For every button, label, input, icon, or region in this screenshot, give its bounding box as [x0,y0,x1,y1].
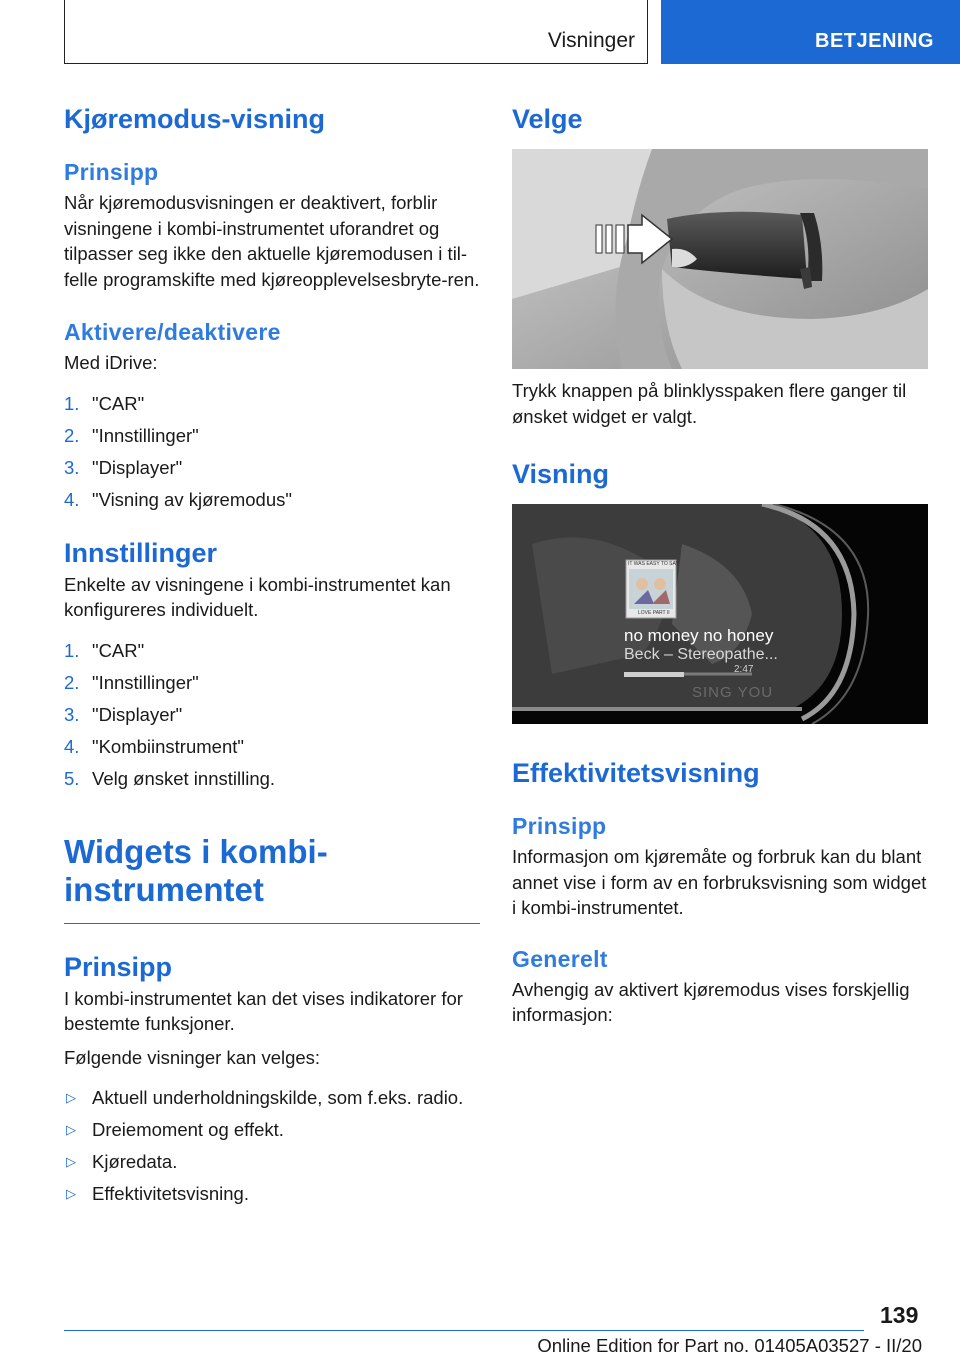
heading-visning: Visning [512,459,610,489]
bullet-text: Aktuell underholdningskilde, som f.eks. radio. [92,1087,464,1108]
paragraph-velge: Trykk knappen på blinklysspaken flere ganger til ønsket widget er valgt. [512,380,907,427]
paragraph-folgende: Følgende visninger kan velges: [64,1046,321,1068]
steps-list-2 [64,635,480,795]
step-number: 1. [64,639,80,661]
header-section-title: Visninger [547,29,635,52]
triangle-bullet-icon: ▷ [66,1154,76,1169]
list-item [64,388,480,420]
track-time: 2:47 [734,664,754,675]
list-item [64,1178,480,1210]
header-chapter-title: BETJENING [815,30,934,52]
list-item [64,699,480,731]
list-item [64,635,480,667]
heading-prinsipp-1: Prinsipp [64,159,159,185]
step-number: 2. [64,424,80,446]
step-text: "Visning av kjøremodus" [92,488,292,510]
triangle-bullet-icon: ▷ [66,1122,76,1137]
step-number: 3. [64,456,80,478]
paragraph-prinsipp-1: Når kjøremodusvisningen er deaktivert, forblir visningene i kombi-instrumentet uforandret og tilpasser seg ikke den aktuelle kjøremodusen i til-felle programskifte med kjøreopplevelsesbryte-ren. [64,192,480,290]
step-number: 2. [64,671,80,693]
list-item [64,731,480,763]
step-text: Velg ønsket innstilling. [92,767,276,789]
step-number: 5. [64,767,80,789]
heading-widgets-line1: Widgets i kombi- [64,832,328,870]
step-text: "Innstillinger" [92,424,199,446]
album-cover-bottom-text: LOVE PART II [638,610,670,616]
heading-kjoremodus-visning: Kjøremodus-visning [64,104,326,134]
step-text: "CAR" [92,392,145,414]
steps-list-1 [64,388,480,516]
background-text: SING YOU [692,684,774,701]
footer-edition-text: Online Edition for Part no. 01405A03527 - II/20 [537,1335,922,1356]
step-text: "CAR" [92,639,145,661]
step-number: 3. [64,703,80,725]
step-text: "Displayer" [92,703,183,725]
step-text: "Displayer" [92,456,183,478]
bullet-text: Dreiemoment og effekt. [92,1119,284,1140]
list-item [64,667,480,699]
heading-innstillinger: Innstillinger [64,537,218,568]
list-item [64,1146,480,1178]
bullet-text: Effektivitetsvisning. [92,1183,249,1204]
heading-velge: Velge [512,104,583,134]
list-item [64,452,480,484]
triangle-bullet-icon: ▷ [66,1186,76,1201]
list-item [64,1082,480,1114]
paragraph-innstillinger: Enkelte av visningene i kombi-instrumentet kan konfigureres individuelt. [64,573,451,620]
heading-effektivitetsvisning: Effektivitetsvisning [512,758,760,788]
step-number: 4. [64,488,80,510]
instrument-display-image [512,504,928,724]
step-text: "Innstillinger" [92,671,199,693]
turn-signal-lever-image [512,149,928,369]
heading-prinsipp-2: Prinsipp [64,951,173,982]
paragraph-med-idrive: Med iDrive: [64,352,158,373]
footer-divider [64,1330,864,1331]
track-artist: Beck – Stereopathe... [624,646,778,663]
heading-widgets-line2: instrumentet [64,870,264,908]
turn-signal-lever-illustration [512,149,928,369]
heading-aktivere-deaktivere: Aktivere/deaktivere [64,319,281,345]
right-column [512,100,928,1028]
page-number: 139 [880,1302,919,1328]
heading-prinsipp-3: Prinsipp [512,813,607,839]
paragraph-prinsipp-2: I kombi-instrumentet kan det vises indikatorer for bestemte funksjoner. [64,987,463,1034]
paragraph-prinsipp-3: Informasjon om kjøremåte og forbruk kan du blant annet vise i form av en forbruksvisning som widget i kombi-instrumentet. [512,846,927,918]
triangle-bullet-icon: ▷ [66,1090,76,1105]
list-item [64,484,480,516]
step-number: 1. [64,392,80,414]
left-column [64,100,480,1210]
header-chapter-box [661,0,960,64]
step-number: 4. [64,735,80,757]
paragraph-generelt: Avhengig av aktivert kjøremodus vises forskjellig informasjon: [512,978,910,1025]
bullet-text: Kjøredata. [92,1151,178,1172]
step-text: "Kombiinstrument" [92,735,244,757]
heading-generelt: Generelt [512,945,608,972]
album-cover-top-text: IT WAS EASY TO SAY [628,561,679,567]
list-item [64,420,480,452]
header-section-box [64,0,648,64]
track-title: no money no honey [624,626,774,645]
list-item [64,763,480,795]
list-item [64,1114,480,1146]
bullet-list [64,1082,480,1210]
